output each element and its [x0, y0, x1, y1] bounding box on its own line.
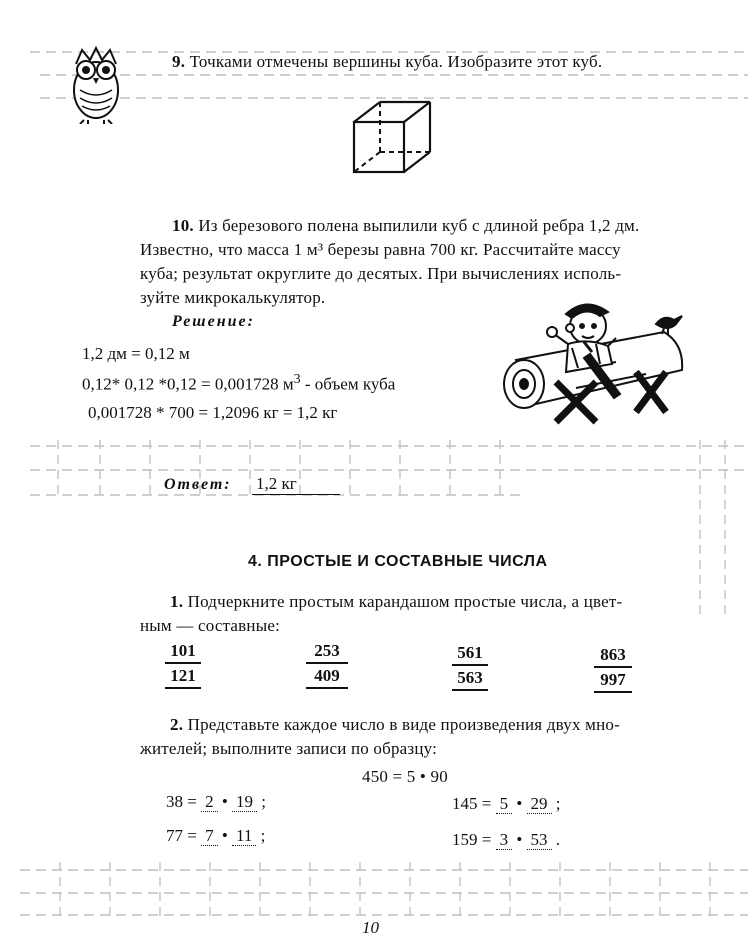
factor-145-dot: • [512, 794, 527, 813]
number-121: 121 [165, 666, 201, 689]
task9-statement: Точками отмечены вершины куба. Изобразите этот куб. [189, 52, 603, 71]
number-col-2 [306, 641, 348, 689]
number-863: 863 [594, 645, 632, 668]
task2-line1: Представьте каждое число в виде произведения двух мно- [187, 715, 620, 734]
number-563: 563 [452, 668, 488, 691]
number-col-1 [164, 641, 202, 689]
task2-line2: жителей; выполните записи по образцу: [140, 739, 438, 758]
number-561: 561 [452, 643, 488, 666]
calc-line-2 [82, 372, 395, 395]
task9-text [172, 50, 602, 74]
number-409: 409 [306, 666, 348, 689]
factor-row-77 [166, 826, 265, 846]
task2-example: 450 = 5 • 90 [362, 767, 448, 786]
solution-label: Решение: [172, 313, 255, 330]
task1-line2: ным — составные: [140, 616, 280, 635]
cube-drawing [350, 98, 438, 178]
factor-row-38 [166, 792, 266, 812]
factor-145-a: 5 [496, 794, 513, 814]
boy-sawing-log-illustration [496, 292, 696, 430]
number-101: 101 [165, 641, 201, 664]
factor-38-end: ; [257, 792, 267, 811]
number-253: 253 [306, 641, 348, 664]
calc-line-2-main: 0,12* 0,12 *0,12 = 0,001728 м [82, 374, 294, 394]
task2-number: 2. [170, 715, 184, 734]
task1-number: 1. [170, 592, 184, 611]
factor-159-b: 53 [527, 830, 552, 850]
calc-line-2-exponent: 3 [293, 372, 301, 387]
task10-line1: Из березового полена выпилили куб с длиной ребра 1,2 дм. [198, 216, 640, 235]
factor-row-159 [452, 830, 560, 850]
factor-38-dot: • [217, 792, 233, 811]
calc-line-3: 0,001728 * 700 = 1,2096 кг = 1,2 кг [88, 403, 338, 422]
factor-row-145 [452, 794, 561, 814]
number-997: 997 [594, 670, 632, 693]
factor-159-dot: • [512, 830, 527, 849]
task10-line2: Известно, что масса 1 м³ березы равна 700 кг. Рассчитайте массу [140, 240, 621, 259]
factor-77-left: 77 = [166, 826, 202, 845]
factor-77-dot: • [217, 826, 233, 845]
task9-number: 9. [172, 52, 186, 71]
calc-line-1: 1,2 дм = 0,12 м [82, 344, 190, 363]
factor-38-a: 2 [201, 792, 218, 812]
task2-text [140, 713, 700, 761]
factor-38-left: 38 = [166, 792, 202, 811]
factor-159-a: 3 [496, 830, 513, 850]
factor-77-a: 7 [201, 826, 218, 846]
answer-label: Ответ: [164, 476, 232, 493]
answer-value: 1,2 кг [252, 474, 340, 495]
factor-145-left: 145 = [452, 794, 496, 813]
answer-row [164, 476, 232, 494]
task1-text [140, 590, 700, 638]
factor-145-b: 29 [527, 794, 552, 814]
task10-line3: куба; результат округлите до десятых. При вычислениях исполь- [140, 264, 622, 283]
owl-icon [66, 42, 126, 124]
factor-159-left: 159 = [452, 830, 496, 849]
page-number: 10 [362, 918, 379, 937]
factor-38-b: 19 [232, 792, 257, 812]
calc-line-2-note: - объем куба [300, 374, 396, 394]
factor-145-end: ; [551, 794, 561, 813]
number-col-4 [592, 645, 634, 693]
factor-77-b: 11 [232, 826, 256, 846]
section-title: 4. ПРОСТЫЕ И СОСТАВНЫЕ ЧИСЛА [248, 553, 548, 570]
task1-line1: Подчеркните простым карандашом простые числа, а цвет- [187, 592, 623, 611]
factor-77-end: ; [256, 826, 266, 845]
task10-number: 10. [172, 216, 194, 235]
factor-159-end: . [551, 830, 561, 849]
task10-line4: зуйте микрокалькулятор. [140, 288, 326, 307]
number-col-3 [450, 643, 490, 691]
